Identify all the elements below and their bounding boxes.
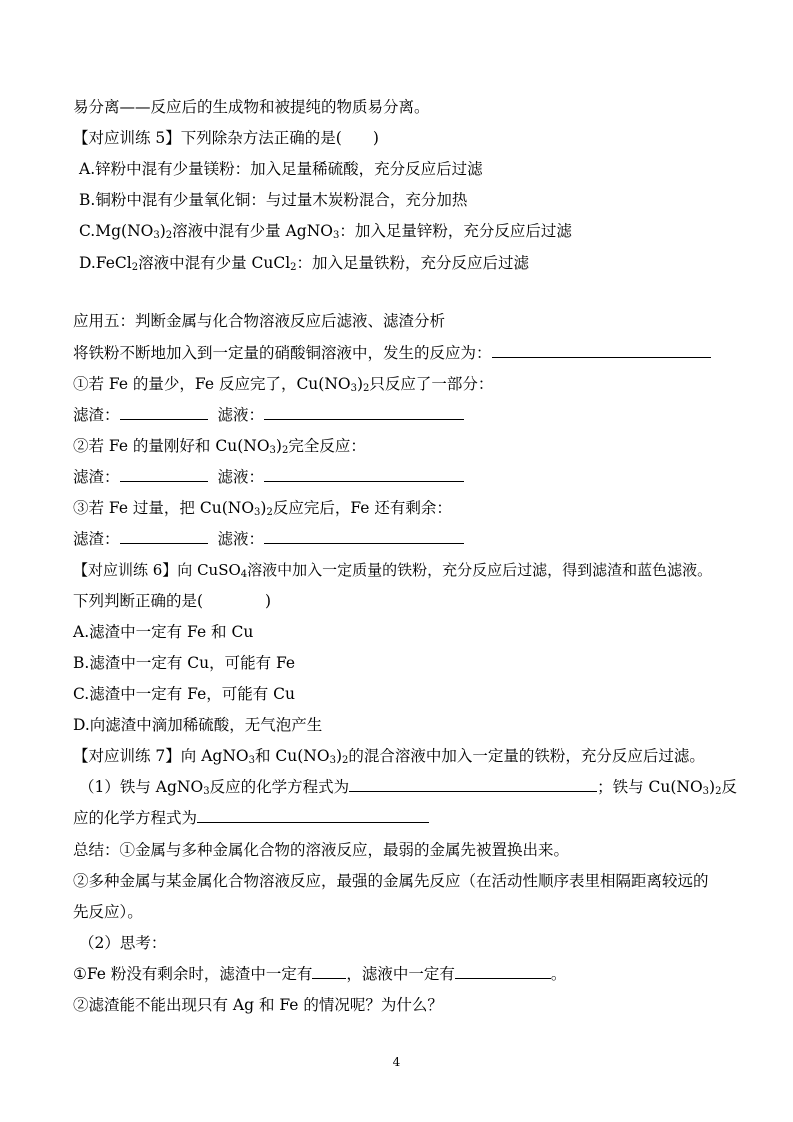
residue-blank[interactable] — [120, 529, 208, 544]
text-line: 下列判断正确的是( ) — [73, 592, 272, 610]
sub-question-2: （2）思考： — [79, 934, 167, 952]
option-c: $C.Mg(NO_3)_2$溶液中混有少量 AgNO$_3$：加入足量锌粉，充分反应后过滤 — [79, 222, 572, 241]
residue-blank[interactable] — [312, 964, 346, 979]
exercise-7-question: 【对应训练 7】向 AgNO$_3$和 $Cu(NO_3)_2$的混合溶液中加入一定量的铁粉，充分反应后过滤。 — [73, 747, 705, 766]
sub-question-1: （1）铁与 AgNO$_3$反应的化学方程式为 ；铁与 $Cu(NO_3)_2$反 — [79, 778, 737, 797]
text-line: 应的化学方程式为 — [73, 808, 429, 828]
page-number: 4 — [392, 1055, 401, 1069]
case-2: ②若 Fe 的量刚好和 $Cu(NO_3)_2$完全反应： — [73, 437, 366, 456]
filtrate-blank[interactable] — [264, 405, 464, 420]
option-d: D.向滤渣中滴加稀硫酸，无气泡产生 — [73, 716, 323, 734]
filtrate-blank[interactable] — [264, 467, 464, 482]
filtrate-blank[interactable] — [264, 529, 464, 544]
option-b: B.滤渣中一定有 Cu，可能有 Fe — [73, 654, 296, 672]
option-a: A.滤渣中一定有 Fe 和 Cu — [73, 623, 254, 641]
equation-blank[interactable] — [197, 808, 429, 823]
text-line: 将铁粉不断地加入到一定量的硝酸铜溶液中，发生的反应为： — [73, 343, 711, 363]
case-1: ①若 Fe 的量少，Fe 反应完了，$Cu(NO_3)_2$只反应了一部分： — [73, 375, 494, 394]
case-1-answers: 滤渣： 滤液： — [73, 405, 464, 425]
exercise-6-question: 【对应训练 6】向 CuSO$_4$溶液中加入一定质量的铁粉，充分反应后过滤，得到滤渣和蓝色滤液。 — [73, 561, 713, 580]
answer-blank[interactable] — [492, 343, 711, 358]
filtrate-blank[interactable] — [455, 964, 551, 979]
option-b: B.铜粉中混有少量氧化铜：与过量木炭粉混合，充分加热 — [79, 191, 468, 209]
option-d: D.FeCl$_2$溶液中混有少量 CuCl$_2$：加入足量铁粉，充分反应后过滤 — [79, 254, 530, 273]
summary-1: 总结：①金属与多种金属化合物的溶液反应，最弱的金属先被置换出来。 — [73, 841, 570, 859]
section-heading: 应用五：判断金属与化合物溶液反应后滤液、滤渣分析 — [73, 312, 446, 330]
text-line: 先反应）。 — [73, 903, 143, 921]
equation-blank[interactable] — [349, 777, 597, 792]
case-2-answers: 滤渣： 滤液： — [73, 467, 464, 487]
text-line: 易分离——反应后的生成物和被提纯的物质易分离。 — [73, 98, 430, 116]
option-a: A.锌粉中混有少量镁粉：加入足量稀硫酸，充分反应后过滤 — [79, 160, 483, 178]
option-c: C.滤渣中一定有 Fe，可能有 Cu — [73, 685, 296, 703]
residue-blank[interactable] — [120, 467, 208, 482]
exercise-5-question: 【对应训练 5】下列除杂方法正确的是( ) — [73, 129, 379, 147]
residue-blank[interactable] — [120, 405, 208, 420]
case-3: ③若 Fe 过量，把 $Cu(NO_3)_2$反应完后，Fe 还有剩余： — [73, 499, 452, 518]
thinking-1: ①Fe 粉没有剩余时，滤渣中一定有 ，滤液中一定有 。 — [73, 965, 567, 983]
case-3-answers: 滤渣： 滤液： — [73, 529, 464, 549]
thinking-2: ②滤渣能不能出现只有 Ag 和 Fe 的情况呢？为什么？ — [73, 996, 443, 1014]
summary-2: ②多种金属与某金属化合物溶液反应，最强的金属先反应（在活动性顺序表里相隔距离较远的 — [73, 872, 709, 890]
